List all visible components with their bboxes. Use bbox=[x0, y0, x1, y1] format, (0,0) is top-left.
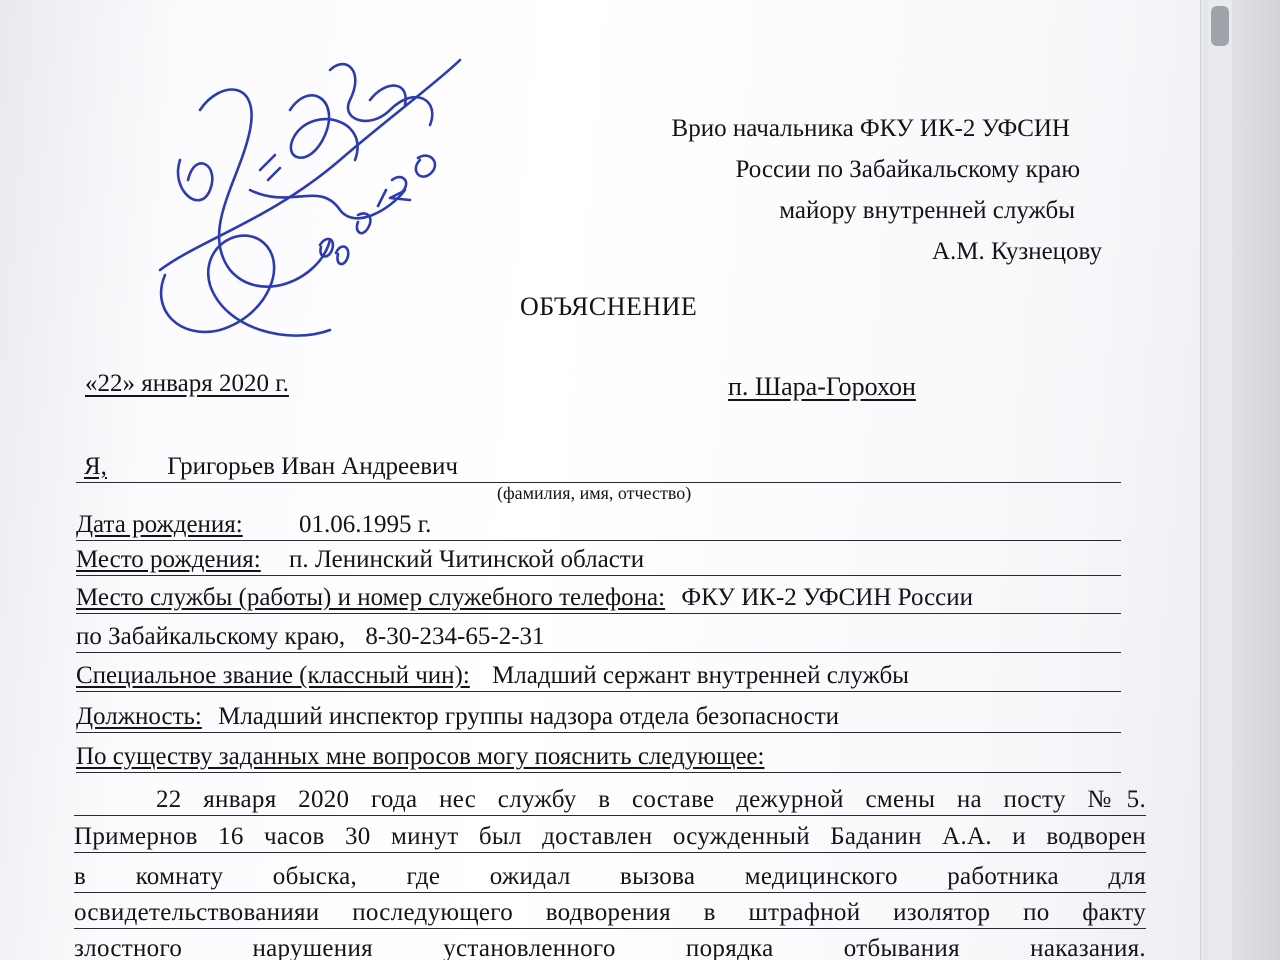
work-value: ФКУ ИК-2 УФСИН России bbox=[681, 584, 974, 611]
addressee-block bbox=[600, 108, 1160, 272]
birth-place-label: Место рождения: bbox=[76, 546, 261, 573]
name-prefix: Я, bbox=[84, 453, 107, 480]
statement-line-5: злостного нарушения установленного порядка отбывания наказания. bbox=[74, 934, 1146, 960]
name-line bbox=[76, 452, 1121, 483]
position-label: Должность: bbox=[76, 703, 202, 730]
statement-line-4: освидетельствованияи последующего водворения в штрафной изолятор по факту bbox=[74, 898, 1146, 929]
rank-line bbox=[76, 661, 1121, 692]
work-label: Место службы (работы) и номер служебного телефона: bbox=[76, 584, 666, 611]
addressee-line-3: майору внутренней службы bbox=[779, 197, 1075, 224]
addressee-line-1: Врио начальника ФКУ ИК-2 УФСИН bbox=[671, 115, 1070, 142]
statement-line-1: 22 января 2020 года нес службу в составе дежурной смены на посту №5. bbox=[74, 785, 1146, 816]
birth-date-label: Дата рождения: bbox=[76, 511, 243, 538]
name-caption: (фамилия, имя, отчество) bbox=[497, 483, 692, 503]
handwritten-signature bbox=[140, 40, 470, 360]
questions-label: По существу заданных мне вопросов могу пояснить следующее: bbox=[76, 743, 765, 770]
statement-line-3: в комнату обыска, где ожидал вызова медицинского работника для bbox=[74, 862, 1146, 893]
document-date: «22» января 2020 г. bbox=[85, 370, 289, 397]
document-place: п. Шара-Горохон bbox=[728, 372, 916, 401]
rank-label: Специальное звание (классный чин): bbox=[76, 662, 470, 689]
position-value: Младший инспектор группы надзора отдела безопасности bbox=[218, 703, 840, 730]
statement-line-2: Примернов 16 часов 30 минут был доставлен осужденный Баданин А.А. и водворен bbox=[74, 822, 1146, 853]
scrollbar-thumb[interactable] bbox=[1211, 6, 1229, 46]
birth-place-line bbox=[76, 545, 1121, 576]
birth-date-line bbox=[76, 510, 1121, 541]
position-line bbox=[76, 702, 1121, 733]
document-title: ОБЪЯСНЕНИЕ bbox=[520, 292, 698, 321]
work-line-continued bbox=[76, 622, 1121, 653]
work-line bbox=[76, 583, 1121, 614]
addressee-line-2: России по Забайкальскому краю bbox=[735, 156, 1080, 183]
questions-line bbox=[76, 742, 1121, 773]
birth-place-value: п. Ленинский Читинской области bbox=[288, 546, 645, 573]
scrollbar-track[interactable] bbox=[1208, 0, 1232, 960]
work-value-continued: по Забайкальскому краю, bbox=[76, 623, 346, 650]
name-value: Григорьев Иван Андреевич bbox=[167, 453, 458, 480]
rank-value: Младший сержант внутренней службы bbox=[492, 662, 909, 689]
work-phone: 8-30-234-65-2-31 bbox=[365, 623, 545, 650]
addressee-line-4: А.М. Кузнецову bbox=[931, 238, 1102, 265]
birth-date-value: 01.06.1995 г. bbox=[299, 511, 432, 538]
